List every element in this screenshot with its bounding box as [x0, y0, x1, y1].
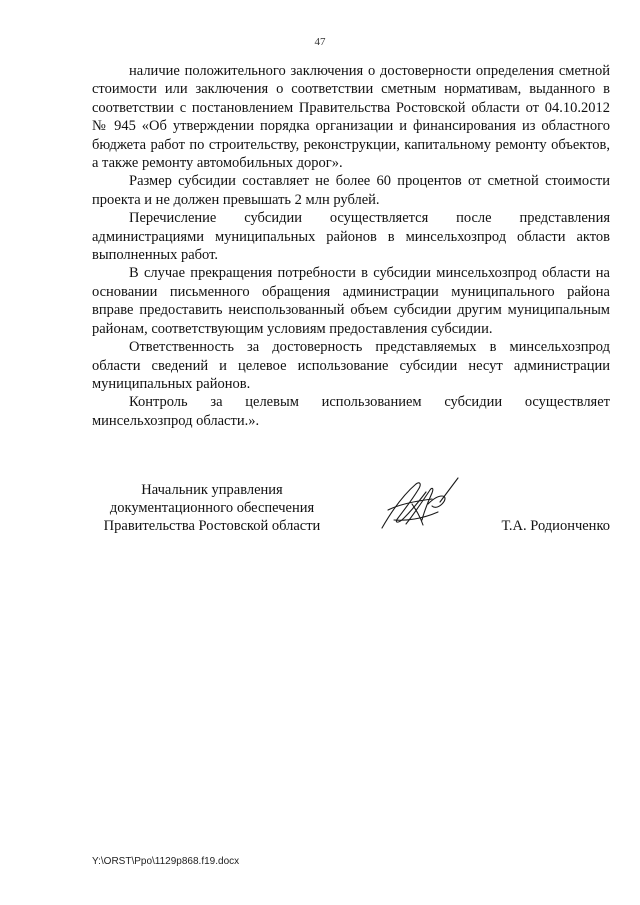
- signatory-title-line: Правительства Ростовской области: [103, 518, 321, 534]
- paragraph-responsibility: Ответственность за достоверность представляемых в минсельхозпрод области сведений и целевое использование субсидии несут администрации муниципальных районов.: [92, 339, 610, 392]
- signatory-title-line: Начальник управления: [141, 482, 283, 498]
- paragraph-redistribution: В случае прекращения потребности в субсидии минсельхозпрод области на основании письменного обращения администрации муниципального района вправе предоставить неиспользованный объем субсидии другим муниципальным районам, соответствующим условиям предоставления субсидии.: [92, 265, 610, 337]
- signature-block: [92, 481, 610, 541]
- paragraph-subsidy-transfer: Перечисление субсидии осуществляется после представления администрациями муниципальных районов в минсельхозпрод области актов выполненных работ.: [92, 210, 610, 264]
- handwritten-signature-icon: [376, 474, 466, 534]
- page-number: 47: [314, 36, 326, 48]
- paragraph-approval-condition: наличие положительного заключения о достоверности определения сметной стоимости или заключения о соответствии сметным нормативам, выданного в соответствии с постановлением Правительства Ростовской области от 04.10.2012 № 945 «Об утверждении порядка организации и финансирования из областного бюджета работ по строительству, реконструкции, капитальному ремонту объектов, а также ремонту автомобильных дорог».: [92, 63, 610, 172]
- signatory-name: Т.А. Родионченко: [501, 518, 610, 534]
- file-path-footer: Y:\ORST\Ppo\1129p868.f19.docx: [92, 856, 240, 867]
- document-body: [92, 62, 610, 430]
- paragraph-subsidy-amount: Размер субсидии составляет не более 60 процентов от сметной стоимости проекта и не должен превышать 2 млн рублей.: [92, 173, 610, 208]
- signatory-title-line: документационного обеспечения: [109, 500, 315, 516]
- paragraph-control: Контроль за целевым использованием субсидии осуществляет минсельхозпрод области.».: [92, 394, 610, 429]
- signatory-title: [92, 481, 332, 535]
